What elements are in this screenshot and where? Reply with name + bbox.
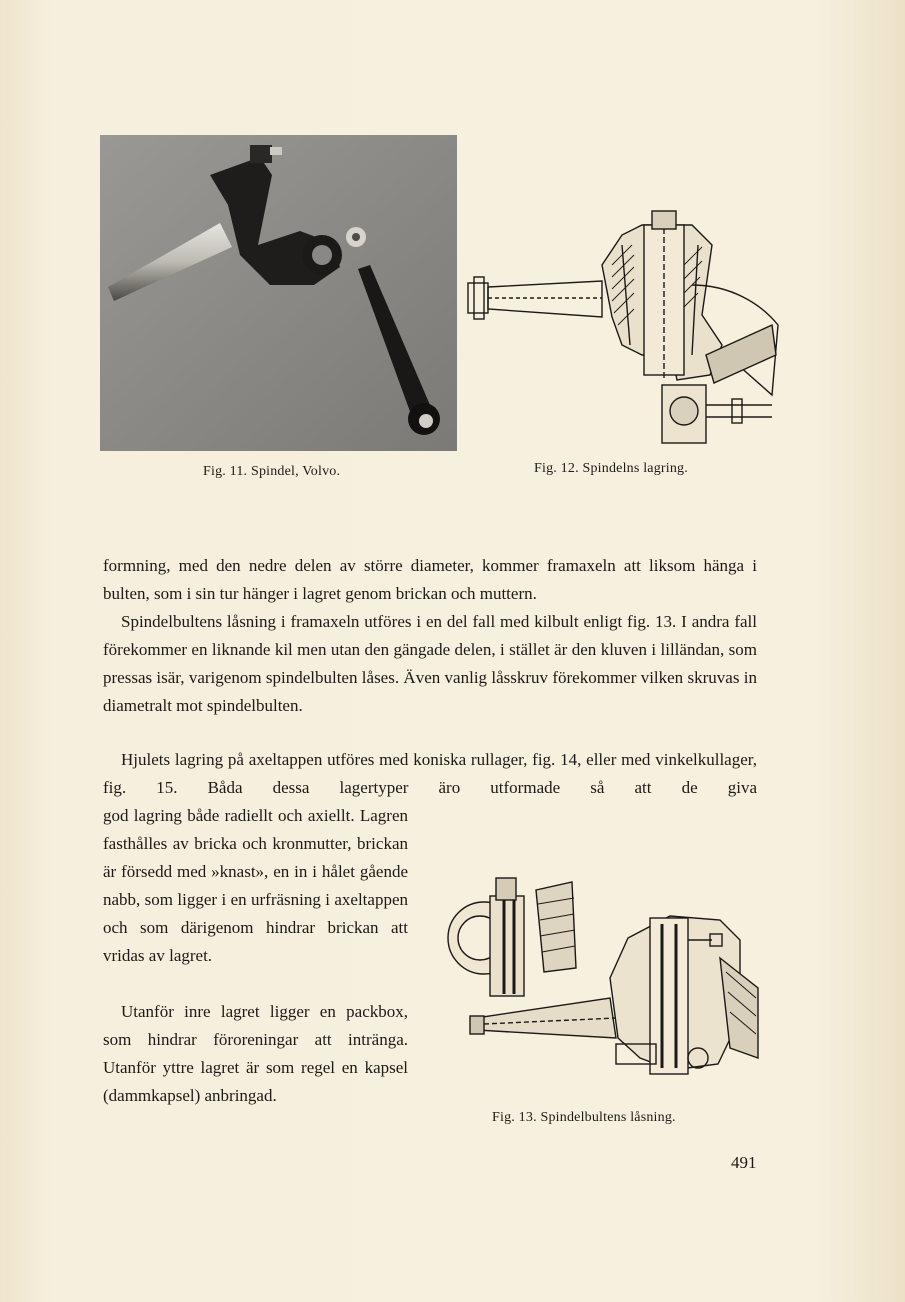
- paragraph-3-start: Hjulets lagring på axeltappen utföres med koniska rullager, fig. 14, eller med vinkelkullager, fig. 15. Båda dessa lagertyper äro utformade så att de giva: [103, 750, 757, 797]
- paragraph-3-continued: god lagring både radiellt och axiellt. Lagren fasthålles av bricka och kronmutter, brickan är försedd med »knast», en in i hålet gående nabb, som ligger i en urfräsning i axeltappen och som därigenom hindrar brickan att vridas av lagret.: [103, 806, 408, 965]
- figure-13-caption: Fig. 13. Spindelbultens låsning.: [492, 1110, 676, 1125]
- figure-12-drawing: [462, 205, 782, 450]
- figure-11-photo: [100, 135, 457, 451]
- kingpin-lock-illustration: [440, 868, 762, 1098]
- paragraph-2: Spindelbultens låsning i framaxeln utföres i en del fall med kilbult enligt fig. 13. I andra fall förekommer en liknande kil men utan den gängade delen, i stället är den kluven i lilländan, som pressas isär, varigenom spindelbulten låses. Även vanlig låsskruv förekommer vilken skruvas in diametralt mot spindelbulten.: [103, 612, 757, 715]
- figure-13-drawing: [440, 868, 762, 1098]
- spindle-photo-illustration: [100, 135, 457, 451]
- paragraph-1: formning, med den nedre delen av större diameter, kommer framaxeln att liksom hänga i bulten, som i sin tur hänger i lagret genom brickan och muttern.: [103, 556, 757, 603]
- figure-12-caption: Fig. 12. Spindelns lagring.: [534, 461, 688, 476]
- bearing-section-illustration: [462, 205, 782, 450]
- figure-11-caption: Fig. 11. Spindel, Volvo.: [203, 464, 341, 479]
- paragraph-4: Utanför inre lagret ligger en packbox, som hindrar föroreningar att intränga. Utanför yttre lagret är som regel en kapsel (dammkapsel) anbringad.: [103, 1002, 408, 1105]
- page-number: 491: [731, 1153, 757, 1172]
